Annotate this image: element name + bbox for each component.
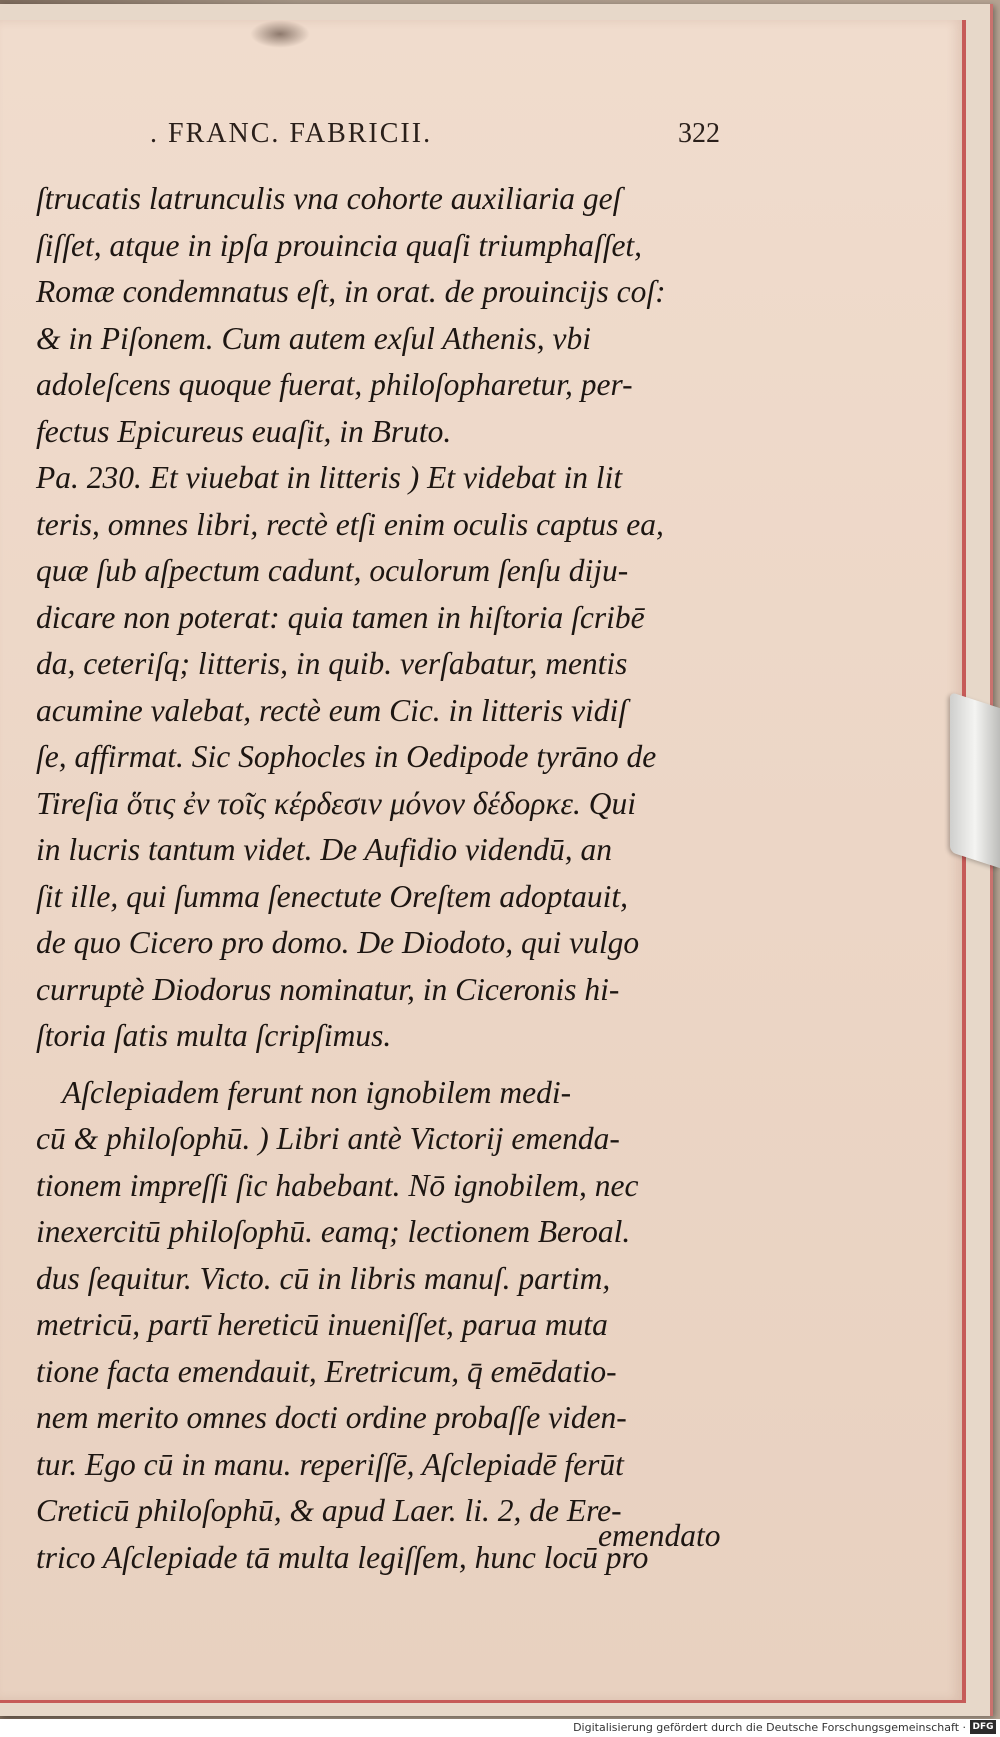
text-line: & in Piſonem. Cum autem exſul Athenis, vbi bbox=[36, 320, 591, 356]
text-line: cū & philoſophū. ) Libri antè Victorij emenda- bbox=[36, 1121, 620, 1156]
text-line: dicare non poterat: quia tamen in hiſtoria ſcribē bbox=[36, 599, 645, 635]
text-line: da, ceteriſq; litteris, in quib. verſabatur, mentis bbox=[36, 646, 628, 681]
text-line: tione facta emendauit, Eretricum, q̄ emēdatio- bbox=[36, 1353, 617, 1389]
text-line: trico Aſclepiade tā multa legiſſem, hunc locū pro bbox=[36, 1539, 649, 1575]
text-line: ſtoria ſatis multa ſcripſimus. bbox=[36, 1018, 392, 1053]
ink-stain bbox=[250, 20, 310, 48]
running-header bbox=[150, 118, 720, 158]
text-line: Aſclepiadem ferunt non ignobilem medi- bbox=[62, 1074, 572, 1110]
text-line: de quo Cicero pro domo. De Diodoto, qui vulgo bbox=[36, 925, 640, 960]
text-line: in lucris tantum videt. De Aufidio videndū, an bbox=[36, 832, 612, 867]
text-line: Creticū philoſophū, & apud Laer. li. 2, de Ere- bbox=[36, 1493, 622, 1528]
text-line: fectus Epicureus euaſit, in Bruto. bbox=[36, 413, 452, 449]
text-line: metricū, partī hereticū inueniſſet, parua muta bbox=[36, 1307, 608, 1342]
text-line: tur. Ego cū in manu. reperiſſē, Aſclepiadē ferūt bbox=[36, 1446, 624, 1482]
running-title: . FRANC. FABRICII. bbox=[150, 118, 433, 149]
text-line: ſe, affirmat. Sic Sophocles in Oedipode tyrāno de bbox=[36, 739, 657, 774]
digitization-footer bbox=[0, 1719, 1000, 1737]
bookmark-tab bbox=[950, 692, 1000, 868]
text-line: inexercitū philoſophū. eamq; lectionem Beroal. bbox=[36, 1214, 631, 1249]
text-line: ſtrucatis latrunculis vna cohorte auxiliaria geſ bbox=[36, 181, 622, 216]
text-line: teris, omnes libri, rectè etſi enim oculis captus ea, bbox=[36, 506, 664, 542]
page-number: 322 bbox=[678, 118, 720, 149]
text-line: curruptè Diodorus nominatur, in Ciceronis hi- bbox=[36, 971, 620, 1007]
text-line: Tireſia ὅτις ἐν τοῖς κέρδεσιν μόνον δέδορκε. Qui bbox=[36, 785, 636, 821]
dfg-logo: DFG bbox=[970, 1720, 996, 1734]
text-line: quæ ſub aſpectum cadunt, oculorum ſenſu diju- bbox=[36, 553, 629, 588]
text-line: Pa. 230. Et viuebat in litteris ) Et videbat in lit bbox=[36, 460, 623, 495]
text-line: adoleſcens quoque fuerat, philoſopharetur, per- bbox=[36, 367, 633, 402]
text-line: Romæ condemnatus eſt, in orat. de prouincijs coſ: bbox=[36, 274, 666, 309]
text-line: acumine valebat, rectè eum Cic. in litteris vidiſ bbox=[36, 692, 628, 728]
text-line: ſiſſet, atque in ipſa prouincia quaſi triumphaſſet, bbox=[36, 227, 643, 263]
text-line: ſit ille, qui ſumma ſenectute Oreſtem adoptauit, bbox=[36, 878, 628, 914]
body-text bbox=[36, 176, 736, 1581]
funding-credit: Digitalisierung gefördert durch die Deutsche Forschungsgemeinschaft · bbox=[573, 1721, 966, 1734]
text-line: dus ſequitur. Victo. cū in libris manuſ. partim, bbox=[36, 1260, 611, 1296]
text-line: tionem impreſſi ſic habebant. Nō ignobilem, nec bbox=[36, 1167, 639, 1203]
text-line: nem merito omnes docti ordine probaſſe viden- bbox=[36, 1400, 627, 1435]
catchword: emendato bbox=[598, 1518, 721, 1553]
